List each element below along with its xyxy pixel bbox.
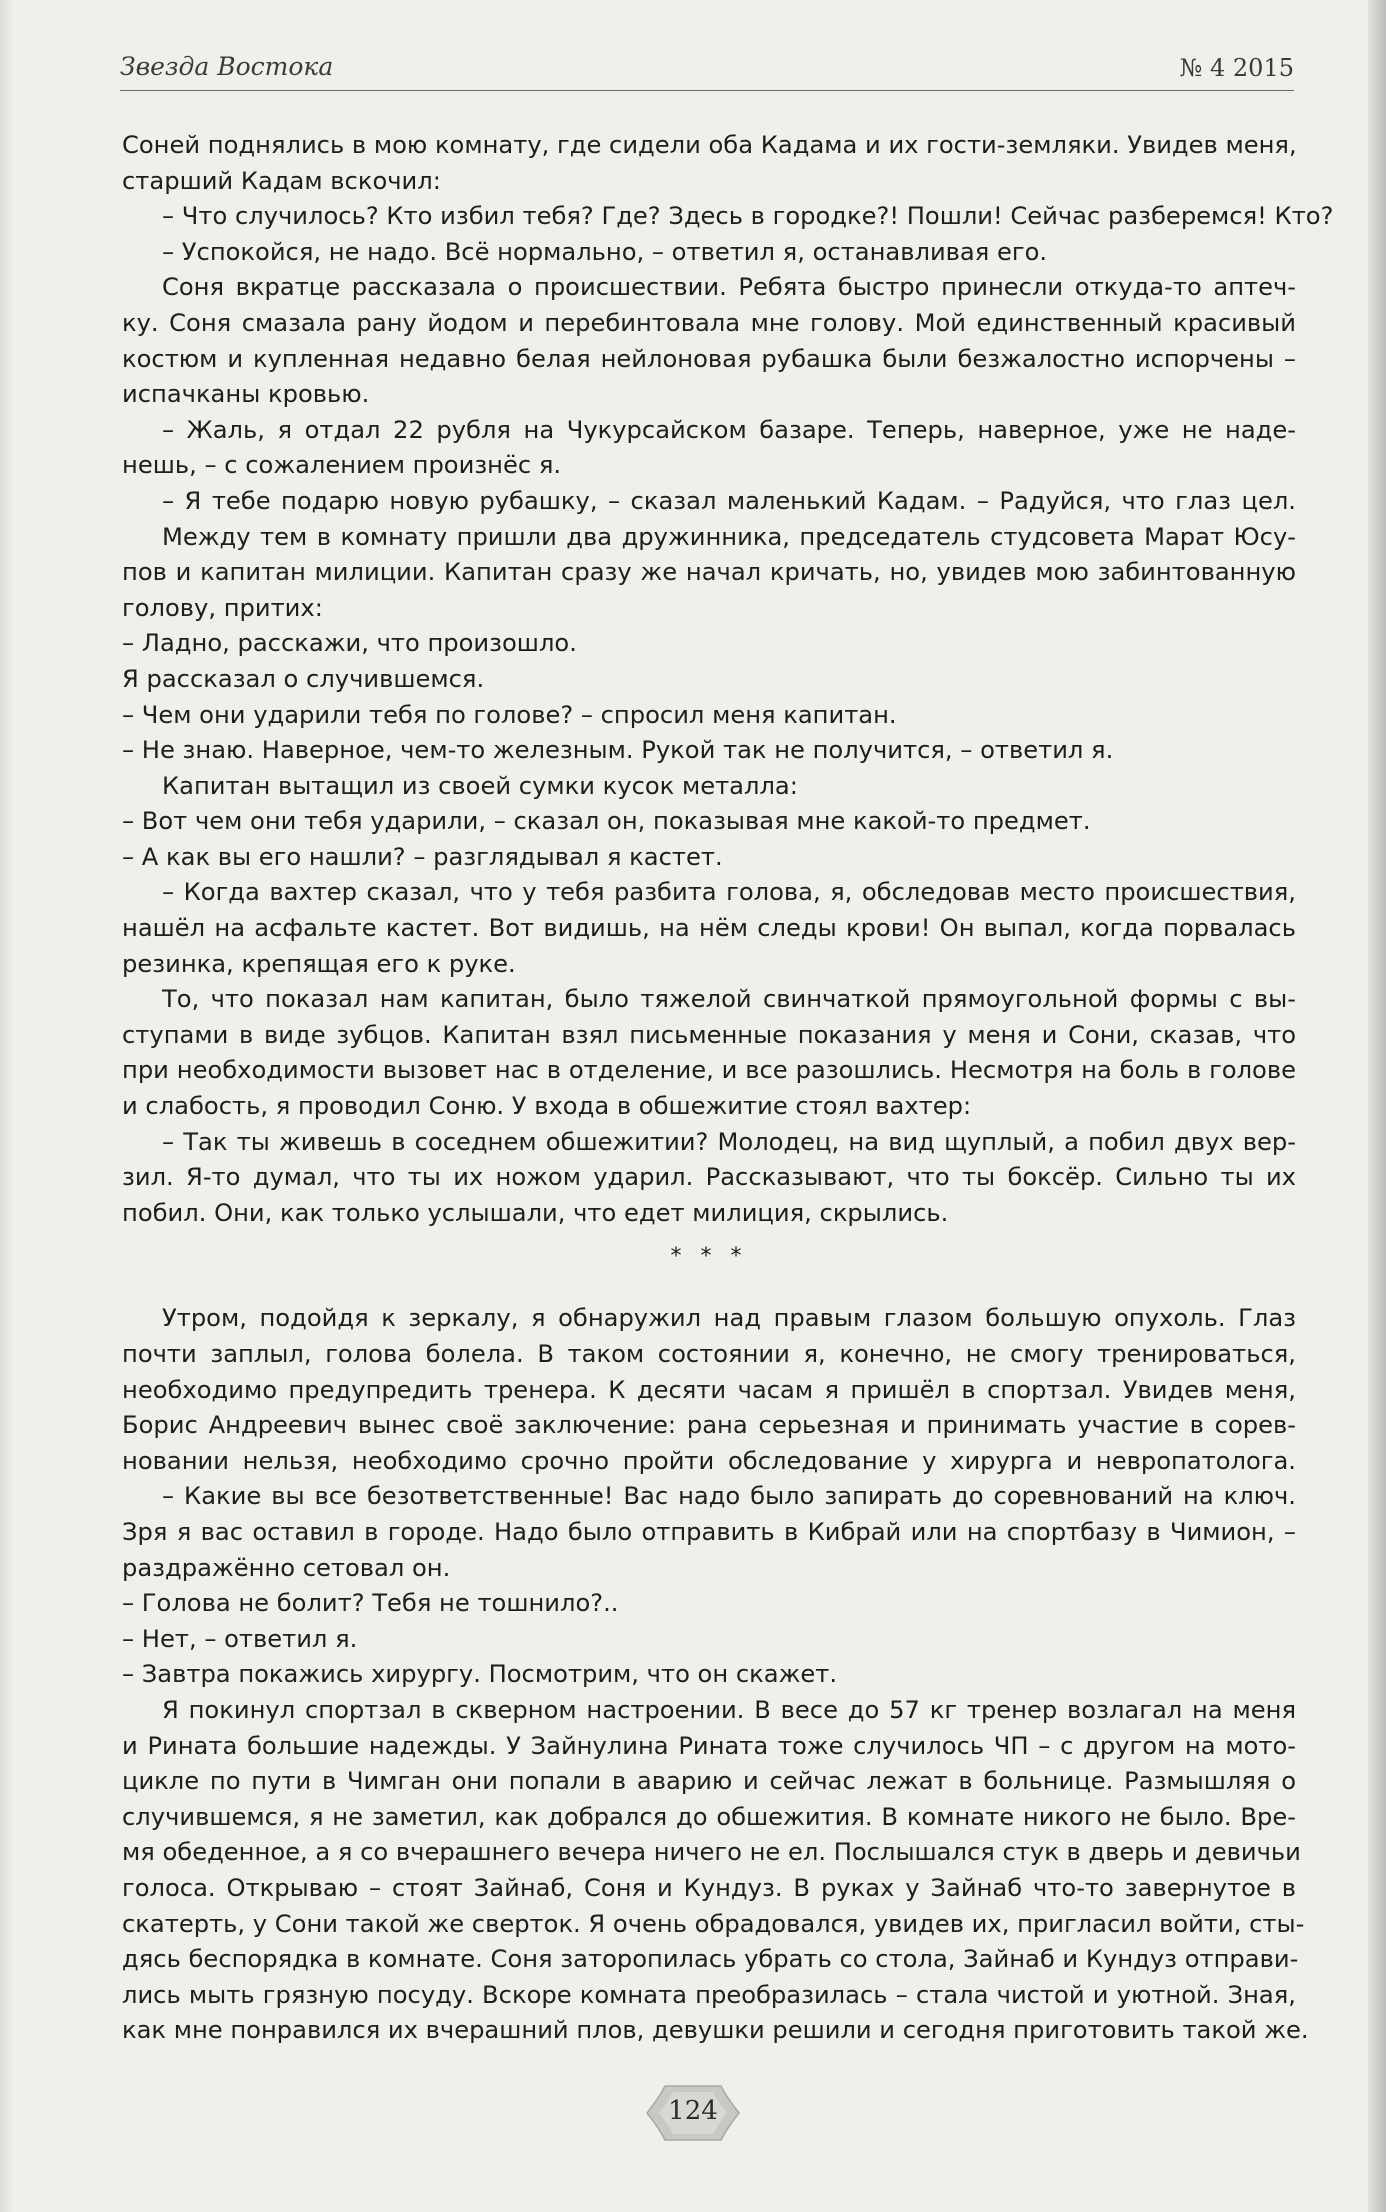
text-line: Между тем в комнату пришли два дружинника, председатель студсовета Марат Юсу- xyxy=(162,522,1296,551)
text-block-1 xyxy=(122,128,1334,1231)
text-line: – Я тебе подарю новую рубашку, – сказал маленький Кадам. – Радуйся, что глаз цел. xyxy=(162,486,1296,515)
text-line: как мне понравился их вчерашний плов, девушки решили и сегодня приготовить такой же. xyxy=(122,2016,1309,2045)
issue-number: № 4 2015 xyxy=(1179,54,1294,82)
page-number-badge xyxy=(643,2080,743,2146)
page-right-edge xyxy=(1368,0,1386,2212)
body-text xyxy=(122,128,1334,2049)
text-line: ку. Соня смазала рану йодом и перебинтовала мне голову. Мой единственный красивый xyxy=(122,308,1296,337)
text-line: голоса. Открываю – стоят Зайнаб, Соня и Кундуз. В руках у Зайнаб что-то завернутое в xyxy=(122,1873,1296,1902)
text-line: резинка, крепящая его к руке. xyxy=(122,949,516,978)
text-line: – Не знаю. Наверное, чем-то железным. Рукой так не получится, – ответил я. xyxy=(122,736,1114,765)
journal-title: Звезда Востока xyxy=(120,52,334,81)
text-line: костюм и купленная недавно белая нейлоновая рубашка были безжалостно испорчены – xyxy=(122,344,1296,373)
page-number: 124 xyxy=(668,2096,718,2126)
text-line: скатерть, у Сони такой же сверток. Я очень обрадовался, увидев их, пригласил войти, сты- xyxy=(122,1909,1305,1938)
text-line: Борис Андреевич вынес своё заключение: рана серьезная и принимать участие в сорев- xyxy=(122,1411,1296,1440)
text-line: – Завтра покажись хирургу. Посмотрим, что он скажет. xyxy=(122,1660,838,1689)
text-line: – Ладно, расскажи, что произошло. xyxy=(122,629,577,658)
text-line: голову, притих: xyxy=(122,593,323,622)
text-line: зил. Я-то думал, что ты их ножом ударил. Рассказывают, что ты боксёр. Сильно ты их xyxy=(122,1163,1296,1192)
text-line: старший Кадам вскочил: xyxy=(122,166,441,195)
text-line: – Вот чем они тебя ударили, – сказал он, показывая мне какой-то предмет. xyxy=(122,807,1091,836)
text-line: – Что случилось? Кто избил тебя? Где? Здесь в городке?! Пошли! Сейчас разберемся! Кто? xyxy=(162,202,1334,231)
text-line: нашёл на асфальте кастет. Вот видишь, на нём следы крови! Он выпал, когда порвалась xyxy=(122,914,1296,943)
text-line: То, что показал нам капитан, было тяжелой свинчаткой прямоугольной формы с вы- xyxy=(162,985,1296,1014)
text-line: дясь беспорядка в комнате. Соня заторопилась убрать со стола, Зайнаб и Кундуз отправи- xyxy=(122,1945,1299,1974)
text-line: мя обеденное, а я со вчерашнего вечера ничего не ел. Послышался стук в дверь и девичьи xyxy=(122,1838,1301,1867)
page-left-edge xyxy=(0,0,14,2212)
text-block-2 xyxy=(122,1301,1309,2048)
text-line: Соня вкратце рассказала о происшествии. Ребята быстро принесли откуда-то аптеч- xyxy=(162,273,1296,302)
text-line: – А как вы его нашли? – разглядывал я кастет. xyxy=(122,842,723,871)
running-head xyxy=(120,50,1294,91)
text-line: почти заплыл, голова болела. В таком состоянии я, конечно, не смогу тренироваться, xyxy=(122,1340,1296,1368)
text-line: ступами в виде зубцов. Капитан взял письменные показания у меня и Сони, сказав, что xyxy=(122,1020,1296,1049)
text-line: Зря я вас оставил в городе. Надо было отправить в Кибрай или на спортбазу в Чимион, – xyxy=(122,1517,1296,1546)
text-line: – Чем они ударили тебя по голове? – спросил меня капитан. xyxy=(122,700,897,729)
text-line: Я покинул спортзал в скверном настроении. В весе до 57 кг тренер возлагал на меня xyxy=(162,1695,1296,1724)
text-line: испачканы кровью. xyxy=(122,380,370,409)
text-line: необходимо предупредить тренера. К десяти часам я пришёл в спортзал. Увидев меня, xyxy=(122,1375,1296,1404)
text-line: – Жаль, я отдал 22 рубля на Чукурсайском базаре. Теперь, наверное, уже не наде- xyxy=(162,415,1296,444)
text-line: побил. Они, как только услышали, что едет милиция, скрылись. xyxy=(122,1198,949,1227)
text-line: пов и капитан милиции. Капитан сразу же начал кричать, но, увидев мою забинтованную xyxy=(122,558,1296,587)
text-line: при необходимости вызовет нас в отделение, и все разошлись. Несмотря на боль в голове xyxy=(122,1056,1296,1085)
text-line: цикле по пути в Чимган они попали в аварию и сейчас лежат в больнице. Размышляя о xyxy=(122,1767,1296,1796)
section-separator: * * * xyxy=(670,1244,748,1270)
text-line: новании нельзя, необходимо срочно пройти обследование у хирурга и невропатолога. xyxy=(122,1446,1296,1475)
text-line: – Нет, – ответил я. xyxy=(122,1624,358,1653)
text-line: – Так ты живешь в соседнем обшежитии? Молодец, на вид щуплый, а побил двух вер- xyxy=(162,1127,1296,1156)
text-line: раздражённо сетовал он. xyxy=(122,1553,451,1582)
text-line: случившемся, я не заметил, как добрался до обшежития. В комнате никого не было. Вре- xyxy=(122,1802,1296,1831)
text-line: и слабость, я проводил Соню. У входа в обшежитие стоял вахтер: xyxy=(122,1092,972,1121)
text-line: и Рината большие надежды. У Зайнулина Рината тоже случилось ЧП – с другом на мото- xyxy=(122,1731,1296,1760)
text-line: – Успокойся, не надо. Всё нормально, – ответил я, останавливая его. xyxy=(162,237,1048,266)
text-line: – Какие вы все безответственные! Вас надо было запирать до соревнований на ключ. xyxy=(162,1482,1296,1511)
text-line: Утром, подойдя к зеркалу, я обнаружил над правым глазом большую опухоль. Глаз xyxy=(162,1304,1296,1333)
text-line: лись мыть грязную посуду. Вскоре комната преобразилась – стала чистой и уютной. Зная, xyxy=(122,1980,1296,2009)
text-line: – Голова не болит? Тебя не тошнило?.. xyxy=(122,1589,619,1618)
text-line: нешь, – с сожалением произнёс я. xyxy=(122,451,562,480)
text-line: Соней поднялись в мою комнату, где сидели оба Кадама и их гости-земляки. Увидев меня, xyxy=(122,131,1297,159)
text-line: Капитан вытащил из своей сумки кусок металла: xyxy=(162,771,798,800)
text-line: Я рассказал о случившемся. xyxy=(122,664,485,693)
text-line: – Когда вахтер сказал, что у тебя разбита голова, я, обследовав место происшествия, xyxy=(162,878,1296,907)
